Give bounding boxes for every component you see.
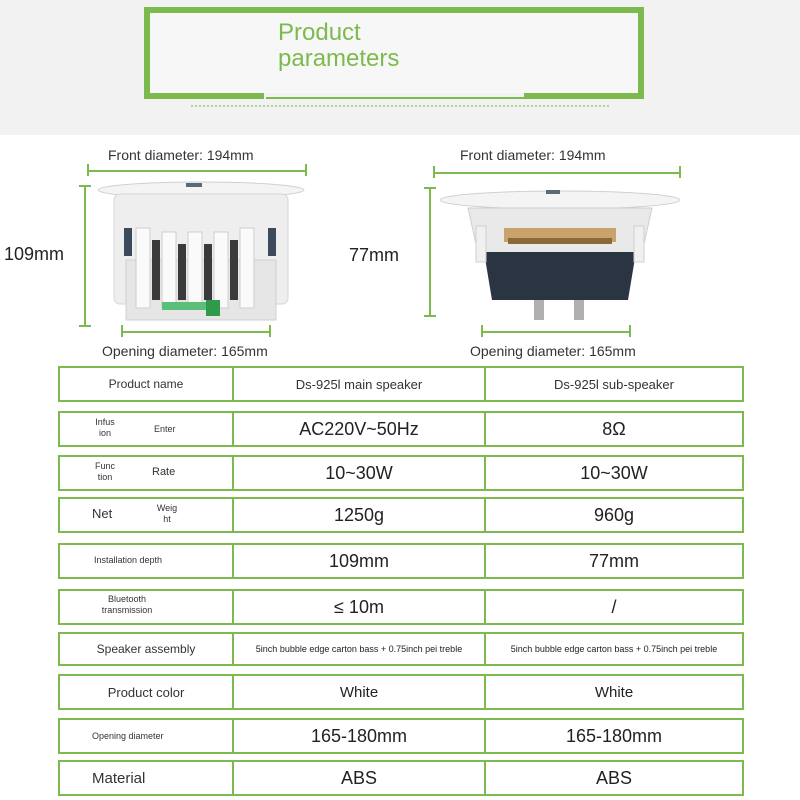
row-col2-cell — [484, 632, 744, 666]
table-row — [0, 760, 800, 796]
left-opening-line — [122, 331, 270, 333]
row-col2-value: / — [611, 596, 617, 617]
row-label: Speaker assembly — [96, 642, 196, 656]
left-height-label: 109mm — [4, 244, 65, 264]
left-height-tick-a — [79, 185, 91, 187]
row-col2-value: ABS — [595, 767, 633, 788]
table-row — [0, 497, 800, 533]
row-col1-cell — [232, 718, 486, 754]
row-label: Bluetooth transmission — [101, 594, 153, 615]
row-col2-cell — [484, 674, 744, 710]
row-col1-value: 165-180mm — [310, 725, 408, 746]
left-opening-diameter: Opening diameter: 165mm — [102, 343, 268, 359]
row-col2-value: 10~30W — [580, 462, 648, 483]
row-col1-cell — [232, 455, 486, 491]
row-col2-value: 960g — [593, 504, 635, 525]
row-label-cell — [58, 718, 234, 754]
row-label: Opening diameter — [92, 731, 164, 741]
title-line-2: parameters — [278, 45, 400, 72]
header-col1: Ds-925l main speaker — [295, 376, 423, 392]
row-label-cell — [58, 411, 234, 447]
main-speaker-image — [96, 180, 306, 330]
table-row — [0, 674, 800, 710]
table-row — [0, 411, 800, 447]
row-col1-value: ABS — [340, 767, 378, 788]
row-label-cell — [58, 589, 234, 625]
row-col2-value: 8Ω — [602, 418, 626, 439]
header-label: Product name — [108, 377, 184, 391]
row-col2-value: 165-180mm — [565, 725, 663, 746]
right-height-tick-a — [424, 187, 436, 189]
row-col1-cell — [232, 760, 486, 796]
row-label-cell — [58, 760, 234, 796]
header-col2: Ds-925l sub-speaker — [554, 376, 674, 392]
left-front-diameter: Front diameter: 194mm — [108, 147, 254, 163]
right-opening-line — [482, 331, 630, 333]
sub-speaker-image — [438, 188, 682, 328]
row-col1-cell — [232, 589, 486, 625]
row-col2-cell — [484, 543, 744, 579]
title-line-1: Product — [278, 19, 361, 46]
left-front-line — [88, 170, 306, 172]
row-col1-value: 1250g — [333, 504, 385, 525]
row-label: Material — [92, 770, 146, 787]
row-col1-cell — [232, 632, 486, 666]
row-col1-value: 5inch bubble edge carton bass + 0.75inch pei treble — [255, 644, 463, 654]
right-front-diameter: Front diameter: 194mm — [460, 147, 606, 163]
row-label-part-b: Weig ht — [156, 503, 178, 524]
row-col2-cell — [484, 589, 744, 625]
row-col1-value: ≤ 10m — [334, 596, 384, 617]
row-col2-cell — [484, 760, 744, 796]
table-row — [0, 718, 800, 754]
row-col2-cell — [484, 411, 744, 447]
row-col1-cell — [232, 674, 486, 710]
row-col1-value: 109mm — [328, 550, 390, 571]
row-label-part-a: Infus ion — [95, 417, 115, 438]
table-row — [0, 455, 800, 491]
left-front-tick-b — [305, 164, 307, 176]
row-col1-value: AC220V~50Hz — [299, 418, 419, 439]
row-label-part-a: Func tion — [94, 461, 115, 482]
table-row — [0, 589, 800, 625]
row-col2-cell — [484, 718, 744, 754]
row-label-cell — [58, 632, 234, 666]
row-label-part-b: Rate — [152, 466, 176, 478]
right-opening-diameter: Opening diameter: 165mm — [470, 343, 636, 359]
row-col2-value: 5inch bubble edge carton bass + 0.75inch pei treble — [510, 644, 718, 654]
page-title — [278, 20, 399, 72]
row-col1-value: 10~30W — [325, 462, 393, 483]
table-header-row — [0, 366, 800, 402]
row-label-part-b: Enter — [154, 424, 176, 434]
right-height-tick-b — [424, 315, 436, 317]
row-col1-value: White — [339, 683, 379, 701]
row-label-cell — [58, 543, 234, 579]
right-front-tick-b — [679, 166, 681, 178]
row-col2-cell — [484, 455, 744, 491]
row-label-cell — [58, 497, 234, 533]
row-col1-cell — [232, 543, 486, 579]
row-col1-cell — [232, 497, 486, 533]
header-col1-cell — [232, 366, 486, 402]
right-front-tick-a — [433, 166, 435, 178]
right-height-label: 77mm — [349, 245, 400, 265]
right-front-line — [434, 172, 680, 174]
row-col2-value: White — [594, 683, 634, 701]
row-label-cell — [58, 455, 234, 491]
dotted-divider — [190, 104, 610, 108]
right-height-line — [429, 188, 431, 316]
left-height-tick-b — [79, 325, 91, 327]
left-height-line — [84, 186, 86, 326]
table-row — [0, 543, 800, 579]
row-label-part-a: Net — [92, 506, 113, 521]
title-underline — [266, 97, 526, 99]
header-label-cell — [58, 366, 234, 402]
row-col2-value: 77mm — [588, 550, 639, 571]
row-label-cell — [58, 674, 234, 710]
left-front-tick-a — [87, 164, 89, 176]
row-col1-cell — [232, 411, 486, 447]
row-col2-cell — [484, 497, 744, 533]
row-label: Installation depth — [94, 555, 163, 565]
header-col2-cell — [484, 366, 744, 402]
table-row — [0, 632, 800, 666]
row-label: Product color — [107, 684, 185, 700]
